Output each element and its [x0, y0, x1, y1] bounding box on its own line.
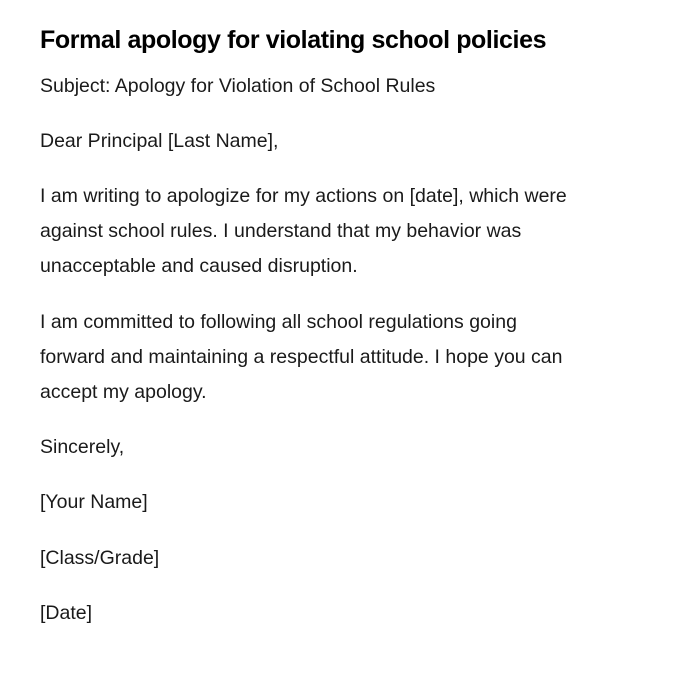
- letter-salutation: Dear Principal [Last Name],: [40, 130, 279, 152]
- paragraph-line: forward and maintaining a respectful attitude. I hope you can: [40, 346, 563, 368]
- paragraph-line: against school rules. I understand that my behavior was: [40, 220, 522, 242]
- signature-name: [Your Name]: [40, 491, 148, 513]
- letter-closing: Sincerely,: [40, 436, 125, 458]
- letter-paragraph-1: [40, 179, 567, 284]
- paragraph-line: unacceptable and caused disruption.: [40, 255, 358, 277]
- letter-title: Formal apology for violating school policies: [40, 26, 547, 54]
- letter-paragraph-2: [40, 305, 563, 410]
- paragraph-line: accept my apology.: [40, 381, 207, 403]
- letter-subject: Subject: Apology for Violation of School Rules: [40, 75, 436, 97]
- paragraph-line: I am committed to following all school regulations going: [40, 311, 517, 333]
- signature-class: [Class/Grade]: [40, 547, 160, 569]
- paragraph-line: I am writing to apologize for my actions on [date], which were: [40, 185, 567, 207]
- signature-date: [Date]: [40, 602, 93, 624]
